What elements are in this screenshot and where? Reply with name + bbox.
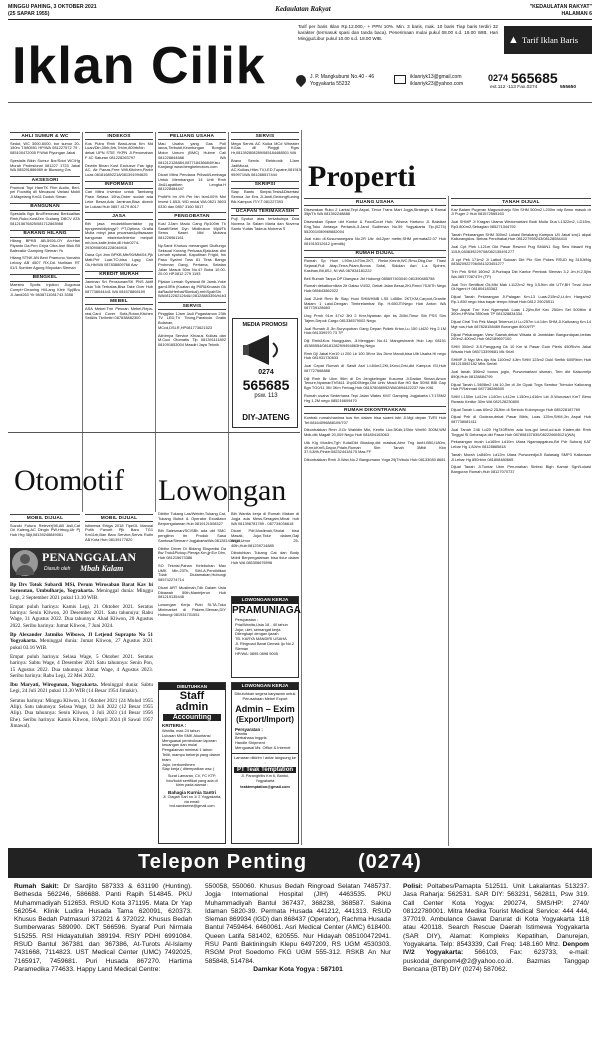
classified-ad: Utk Klg Muslim,Tgh Kota/Dkt Bioskop,dkt masisal,Almr Tng lant:LB50,l180m, 4Kmr,kKmS,Dapur,Pdaln,Rumah Slm Tanah 3Mbil Kbn 37.5Jt/th,Pinktr:082324418175 Mas FF [304, 439, 446, 455]
rumah-sakit-label: Rumah Sakit: [14, 883, 59, 890]
staff-title-3: Accounting [163, 714, 221, 721]
job-ad: Dicari ART Muslimah,Tdk Dalam Usia Dibawah 50th,Mantrijeron Hub 081215135448 [158, 584, 226, 600]
classified-ad: Jual Tanah 246 Ld20 Hg740Rb/m ada kos-gol kecil,ud.sub Klaten,dkt Rmh Tinggal SI Deberapa dkt Pasar Hub 087808157830/082226655121(WA) [451, 426, 591, 437]
export-head: LOWONGAN KERJA [232, 683, 298, 690]
location-pin-icon [294, 73, 308, 87]
section-heading: UCAPAN TERIMAKASIH [231, 208, 299, 216]
classified-ad: Puji Syukur atas terkabulnya Doa Novena 3x Salam Maria dan Novena Santo Yudas Tadeus Mohena S [231, 216, 299, 231]
classified-ad: SHM 300m2 Jl.S.Panggung Dk 10 Km st Pasar Gum Pleris 450Rb/m Jakal Wisata Hub 085713399681 Mk Srlzil [451, 344, 591, 354]
classified-ad: Jual Cpt Plek L121m Dkt Pasar Rewoni Pug SMAN1 Sug Sew Maazil Hrg 115Jt,083839229708/082135491277 [451, 244, 591, 254]
export-send: Lamaran dikirim / antar langsung ke : [232, 753, 298, 768]
section-heading: INDEKOS [85, 132, 153, 140]
requirement-item: Handle Shipment [235, 740, 265, 746]
section-heading: PELUANG USAHA [158, 132, 226, 140]
contact-row [294, 72, 592, 98]
telepon-column-c [403, 883, 589, 1045]
email-2[interactable]: iklanriyk23@yahoo.com [410, 81, 464, 87]
classified-ad: Pinggilan 1Jam Jadi Pugastamon 23th TV LED,TV Tbung,Parabola Gratis Bulanan, MCcd,DSLR,HP081773621523 [158, 310, 226, 330]
classified-ad: Tanah Murah Ls840m Ld12m Utara Purworedjo/Jl Balasaig SMP3 Kaliansan Jl.Lebar Hg 850rb/m 081808480665 [451, 451, 591, 462]
criteria-item: Teliti, mampu bekerja yang dalam team [162, 751, 220, 762]
section-heading: RUANG USAHA [304, 198, 446, 206]
classified-ad: Bth jasa endarkt/konrtaktor yg bpngreirsi/dipingyi? PT,Optima Grafia Mulia minyi jasa pncarsan&pilisasaan bangunan eksterior/interior melputi mh,kos,kalle,kntor,dll.Hub0274-2930908/081228046916 [85, 220, 153, 250]
staff-address: Jl. Ctagah Sari no 1/ 2 Yogyakarta, via email: brd.sandseest@gmail.com [162, 794, 222, 809]
denpom-label: Denpom IV/2 Yogyakarta: [403, 941, 589, 957]
price-tag-icon: ▲ [508, 34, 519, 46]
classified-ad: Dikontrakkan Rmh Jl.Wan,No.2 Bangumaon Yoga 29jTh/bulu Hub 08133083 8681 [304, 457, 446, 462]
section-heading: BANGUNAN [10, 203, 80, 211]
classified-ad: Cari Mitra Investor untuk Tambang Pasir Selasa 10ha,Order sudah ada Leke Besar,Ada Jaminan,Bisa diceck ke Lokasi Hub 0857 4179 8017 [85, 189, 153, 209]
obituary-paragraph [10, 582, 153, 601]
properti-title: Properti [308, 160, 416, 193]
penanggalan-banner [10, 548, 153, 578]
rumah-sakit-list: Dr Sardjito 587333 & 631190 (Hunting). Bethesda 562246, 586688. Panti Rapih 514845. PKU Muhammadiyah 512653. RSUD Kota 371195. Mata Dr Yap 562054. Klinik Ludira Husada Tama 620091, 620373. Khusus Bedah Patmasuri 372021 & 372022. Khusus Bedah Sumberwaras 589090. DKT 566596. Syaraf Puri Nirmala 515255. RSI Hidayatullah 389194. RSIY PDHI 6991084. RSUD Bantul 367381 dan 367386, At-Turots Al-Islamy 7431668, 7114823. UST Medical Center (UMC) 7492025, 7165917, 7459681. Puri Husada 867270. Hartima Paramedika 774633. Happy Land Medical Centre: [14, 883, 192, 973]
pramuniaga-title: PRAMUNIAGA [232, 605, 301, 616]
header-date-sub: (25 SAPAR 1955) [8, 11, 50, 17]
banner-tariff-text: Tarif per baris Iklan Rp.12.000,- + PPN 10%. Min. 3 baris, mak. 10 baris Tiap baris terdiri 32 karakter (termasuk spasi dan tanda baca). Penerimaan mulai pukul 08.00 s.d. 19.00 WIB. Hari Minggu/Libur pukul 10.00 s.d. 18.00 WIB. [298, 24, 498, 41]
staff-title-2: admin [175, 701, 209, 713]
tariff-badge-label: Tarif Iklan Baris [522, 35, 579, 45]
export-title-1: Admin – Exim [235, 703, 295, 714]
job-ad: SO Teknisi,Pahan Kelebuhan Max UMK Min.23Th, SIM-A,Pendidikan Tdak Diutamakan,Hubungi 085742274714 [158, 562, 226, 582]
classified-ad: Maestro Spolis Injction Jlogosua Compt+Cleaning Hi/Lang Kleir Spj/Bru Jl.Jand263 Yk 5638711081743 3358 [10, 282, 80, 297]
promo-megaphone-icon [243, 333, 289, 367]
classified-ad: Dicari Mitra Pendana Pribadi/Lembaga Untuk Membangun 14 Unit Rmh Jln&Lapatiken Lengka.H 081228484447 [158, 172, 226, 192]
job-ad: Bth Wanita kerja di Rumah Makan di Jogja ada Mess,Seragam,Minat hub WA 081398781789 - 087734036618 [231, 511, 299, 526]
classified-ad: Tnh Pek SHM 160m2 Jl.Purbaya Dkt Kantor Pembak Sleman 3,2 Jm,H.2,5jlm Wa.0857708747H (TP) [451, 269, 591, 279]
address-line-2: Yogyakarta 55232 [310, 81, 351, 87]
properti-column-a [304, 196, 446, 846]
telepon-column-a [14, 883, 192, 1045]
person-icon [20, 554, 30, 564]
export-requirements [232, 732, 298, 751]
penanggalan-title: PENANGGALAN [42, 550, 137, 564]
promo-ext: psw. 113 [254, 393, 278, 399]
requirement-item: Menguasai Ms. Office & Internet [235, 744, 291, 750]
classified-ad: Dijual Tanah Jl.Tuntar Ukm Perumahan Sintesi Bigh Kamar Sgrt/Lokasi Banguran Rumah,Hub 08127070737 [451, 464, 591, 474]
section-heading: BARANG HILANG [10, 230, 80, 238]
classified-ad: Profit% Im 4% Per bln Ism100% Mnl Invest 1.65JL WD mulai WA 0821 3603 0330 dan 0857 3160 5617 [158, 194, 226, 209]
otomotif-a-head: MOBIL DIJUAL [10, 514, 80, 522]
obituary-paragraph [10, 604, 153, 629]
media-promosi-box [232, 318, 298, 428]
column-1 [10, 130, 80, 512]
classified-ad: Spesialis Bgn Bru/Renovasi Berkualitas Rmh,Roko,KostZen Gudang DlllCV ATA 081215676825/081712863988 [10, 211, 80, 226]
job-ad: Lowongan Kerja Putri SLTA,Toko Minimarket di Pakem,Sleman,DIY Hubungi 081931701551 [158, 602, 226, 617]
classified-ad: Kos Putra Rmh BaruLama Km Md Luan/Din,35rb,5rb,7rb/m,800rb/bln dekat UPN STIE YKPN Jl.Perumahan F 4C Saturan 081228263797 [85, 140, 153, 160]
deceased-name: Bp Drs Totok Subardi MSi, Perum Wirosaban Barat Kav bi Sorosutan, Umbulharjo, Yogyakarta. [10, 582, 153, 595]
properti-column-b [451, 196, 591, 846]
requirement-item: Wanita [235, 730, 247, 736]
address-line-1: J. P. Mangkubumi No.40 - 46 [310, 74, 375, 80]
lowongan-column-b [231, 512, 299, 592]
criteria-item: Menguasai pembukuan laporan keuangan dan mulai [162, 737, 217, 748]
staff-label: DIBUTUHKAN [159, 683, 225, 690]
obituary-paragraph [10, 682, 153, 695]
job-ad: Dibutuhkan Tukang Cat dan Body Mobil Berpengalaman bisa tidur dalam Hub WA 085308676996 [231, 550, 299, 565]
classified-ad: Dijual Pek di Godean,dekat Pasar Bibis, Luas 125m,SHM,Jln Aspal Hub 087738081411 [451, 414, 591, 424]
classified-ad: Dijual Ctral Tnh Pek Masjd Tekenuri,Lt Lu:257m Ld:14m SHM,Jl.Kaliurang Km.14 Mgt nus,Hub 087828158489 Borongan 800Jt/TP [451, 319, 591, 329]
obituary-paragraph [10, 632, 153, 651]
classified-ad: Bravo Servis Elektronik 1Jam JadiMcuci, AC,Kulkas,Hiter,TV,LED,Tupatre,081915 959971WA 081288517444 [231, 157, 301, 177]
criteria-item: Pengalaman minimal 1 tahun [162, 747, 213, 753]
column-2 [85, 130, 153, 512]
classified-ad: Siap Bantu Skripsi,Tesis&Disertasi Semua Jur Ens Jl.Janti,GedongKuning Blk Kampus IT/Y,T.081227393 [231, 189, 299, 204]
staff-company: Bahagia Kurnia Santri [168, 789, 216, 795]
obituary-text: Meninggal dunia: Sabtu Legi, 24 Juli 2021 pukul 13.30 WIB (14 Besar 1954 Jimakir). [10, 682, 154, 695]
lowongan-column-a [158, 511, 241, 682]
classified-ad: Promosi Topi HamTK Film Audio, Beri-pel Foosttiq dll Mecasosi Variasi Mobil Jl.Magelang Km11 Duduk Siman [10, 184, 80, 199]
pramuniaga-head: LOWONGAN KERJA [232, 597, 298, 604]
classified-ad: Hilang BPKB AB-5926-OY An:Hari Riyanto Da:Prm Griya Citra Asri Blok B5 Balecatur Gamping Sleman Yk [10, 238, 80, 253]
iklan-cilik-banner [8, 22, 592, 128]
classified-ad: Jual ruko dl.Kusumanegara No.2R Ukr 4x12per meter,SHM permata22.07 Hub 081915312612 (pendik) [304, 236, 446, 246]
classified-ad: Dijual Tanah L.5608m2 Ltd.10,3m di Jln Cipak Tngs Sembur Trimulor Kaliurang Hub P.Rahmad 087738286500 [451, 381, 591, 392]
classified-ad: Sedot, WC 3000-6000, bor sumur 20-150m T.580591 HP/WA 081227572 79 - 085100472005 P.Widi Piyungan Jakal [10, 140, 80, 155]
obituary-text [10, 582, 153, 844]
classified-ad: Disewakan Ruko 2 Lantai,Tepi Aspal, Timur Trans Mart Jogja,Strategis & Ramai 35jt/Th WA 081392248888 [304, 206, 446, 217]
banner-title: Iklan Cilik [12, 37, 266, 95]
classified-ad: Dijl Rmh&Kos Nonggulan, Jl.Menggan No.41 Mangeshranb Hub Lap 08151 45389554/081812829/9494863Hrg Nego [304, 338, 446, 348]
classified-ad: SHMP Jl Nyp Mrs Ajs Ma 1100m2 4Jlm SHM 123m2 Dukl Serlkk 600Rb/m Hub 081215592182 Mbk Serlzil [451, 356, 591, 367]
criteria-item: Siap kerja ( ditempatkan wsc ) [162, 766, 215, 772]
phone-main: 565685 [511, 70, 558, 86]
telepon-penting-header [8, 848, 592, 878]
otomotif-ad: Istimewa Ertiga 2018 TipeGL Manual Putih Favorit Pjk Baru TG1 Km11rb,Ban Baru Service,Servis Rutin AB Kota Hub 08139177820 [85, 522, 153, 542]
media-promosi-title: MEDIA PROMOSI [242, 322, 288, 328]
penanggalan-sub: Diasuh oleh [44, 566, 71, 572]
classified-ad: Dewtin Binan Kost Exclusve Fas Igkp AC, Air Panas,Free Wifi,Kitchen,Parkir Luas 081816892218/081391994625 [85, 162, 153, 177]
pramuniaga-line: Jujur, ulet, semangat kerja [235, 626, 281, 632]
export-email[interactable]: teaktemptation@gmail.com [240, 784, 290, 789]
job-ad: Dicari Pdf,Muslimah,Sholat bisa Masak, Jujur,Tidur dalam,Gaji nego,Umur 25-40th,Hub:081239714885 [231, 528, 299, 548]
classified-ad: Rumah Sp Huni L90m,Lb70m,2KT, Rmke,Kmrdr,WC,Rmu,Dbg,Dur Tirasi Sejanal,Full Atap,Terra,Pdam,Bonus Sofal, Sidolan Asri L.a Sjohen, Kasihan,Bti,8SJ, NI WA 087834181222 [304, 258, 446, 273]
classified-ad: ASA Mebel:Trm Pesnan Mebel,Repa-rasi,Card Cover Sofa,Rotan,Kitchen Set&Ils Tkr/Imitri 087838882300 [85, 305, 153, 321]
classified-ad: Dijual Tanah Pekarangan Jl.Palagan Km.13 Luas:215m2,Lt.4m Harga/m2 Rp.1.850 nego bisa bayar tempo Minat Hub:0812 29025511 [451, 294, 591, 304]
classified-ad: Dana Cpt Jmn BPKB,Mtr/90/Mbl/04,Pjk Mati,Pnf Luar,TO,bisa Lgsg Cair Ok,Hb/WA 087838809766 Aav [85, 252, 153, 267]
column-3 [158, 130, 226, 512]
criteria-item: Lulusan Min SMK Akuntansi [162, 732, 211, 738]
classified-ad: Mau Usaha yang Gas Poll lanus,Terbukti,Keuntungan Bongkol Motor Umum (BMC) Hubne Call 081228844688 WA 081212128884,087718436684/Kisu Kanjangi www.bengkelmotors.com [158, 140, 226, 170]
classified-ad: Ling Prmh 91m 47x2 3Kt 2 Kmr,Nyaman dpn bs 2Mbl,Timur Stb PSS Slm Tajem,Depok Cargo 081338579002 Nego [304, 313, 446, 323]
obituary-text: Seratus harinya: Minggu Kliwon, 31 Oktober 2021 (24 Mulud 1955 Alip). Satu tahunnya: Selasa Wage, 12 Juli 2022 (12 Besar 1955 Alip). Dua tahunnya: Senin Kliwon, 3 Juli 2023 (14 Besar 1956 Ehe). Seribu harinya: Kamis Kliwon, 18April 2024 (8 Sawal 1957 Jimawal). [10, 697, 153, 729]
section-heading: RUMAH DIJUAL [304, 250, 446, 258]
header-section: "KEDAULATAN RAKYAT" [529, 4, 592, 10]
section-heading: JASA [85, 212, 153, 220]
damkar-line: Damkar Kota Yogya : 587101 [253, 965, 343, 973]
export-title-2: (Export/Import) [236, 714, 294, 724]
criteria-item: Wanita, max 24 tahun [162, 728, 200, 733]
obituary-text: Empat puluh harinya: Kamis Legi, 21 Oktober 2021. Seratus harinya: Senin Kliwon, 20 Desember 2021. Satu tahunnya: Rabu Wage, 31 Agustus 2022. Dua tahunnya: Ahad Kliwon, 20 Agustus 2022. Seribu harinya: Jumat Kliwon, 7 Juni 2024. [10, 603, 153, 629]
section-heading: RUMAH DIKONTRAKKAN [304, 406, 446, 414]
staff-admin-ad [158, 682, 226, 844]
promo-brand: DIY-JATENG [242, 413, 290, 422]
masthead-logo: Kedaulatan Rakyat [275, 5, 331, 13]
header-date: MINGGU PAHING, 3 OKTOBER 2021 [8, 4, 97, 10]
classified-ad: Rumah usaha Sederhana Tepi Jalan Wates KM7 Gamping Jogjakarta LT:178M2 Hrg 1.2M nego 085216609470 [304, 392, 446, 403]
otomotif-b-head: MOBIL DIJUAL [85, 514, 153, 522]
classified-ad: Dikontrakkan Rmh Jl.Dr Wahidin Mkt, Kentin Lko:3Kdir,1Shkr Wm90 300M,WM Mdk,dkt Magalt 20,009 Nego Hub 081804163063 [304, 427, 446, 437]
classified-ad: Hilang STNK AN Beni Pramono,Yomaho Lelooy AB 4507 RX,DA Nurlisan RT 01/1 Sumber Agung Moyudan Sleman [10, 255, 80, 270]
classified-ad: Disewakan Space ubt Kontor & FoodCourt Hub. Wisma Hartono Jl. Balaikar Eng,Toko Antasya Pertaruk,Jl.Jand Sudirman No.59 Yogyakarta Tlp.(0274) 552001/089969882004 [304, 219, 446, 234]
criteria-head: KRITERIA : [162, 723, 187, 728]
email-icon [394, 75, 406, 84]
classified-ad: Dijual Tanah Luas 60m2 25Jt/m di Sentolo Kulonprogo Hub 085228187769 [451, 406, 581, 412]
classified-ad: Jual SHMP Jl Kragan Utama Wedomartani Budi Mulia Dua L1322m2, LD15m, Rp3.800m2,Sebagian 085271344792 [451, 219, 591, 229]
page-header [8, 3, 592, 20]
polisi-list: Poltabes/Pamapta 512511. Unit Lakalantas 513237. Jasa Raharja: 562531. SAR DIY: 563231, 562811, Psw 319. Call Center Kota Yogya: 290274, SMS/HP: 2740/ 08122780001. Mitra Medika Tourist Medical Service: 444 444, 377019. Ambulance Gawat Darurat di Kota Yogyakarta 118 atau 420118. Search Rescue Daerah Istimewa Yogyakarta (SAR DIY), Alamat: Kompleks Kepatihan, Danurejan, Yogyakarta. Telp: 8543339, Call Freq: 148.160 Mhz. [403, 883, 589, 949]
classified-ad: Beli Rumah Tanpa DP Diangsur Jkt Hubungi 085697403040 081390485758 [304, 275, 435, 281]
classified-ad: Jual Cepat Rumah di Sawit Asri Lt:84m2,2Kt,1Kmd,Grsi,dkt Kampus ISI,Hub 087727668888 [304, 363, 446, 373]
tariff-badge [504, 26, 592, 54]
classified-ad: Spesialis Bikin Sumur Bor/Sdot WC/Hg Murah Profesional 081227 1723 Jakal WA 085291886989 dr Bluwong Grs [10, 157, 80, 173]
classified-ad: Dijl Rmh Br Ukm 96m di Dn Jengkelingan Kusuma Ji.Dadan Siman,Amon Tenure,NyamanThS611 1hp0D0Nego,Dkt Univ Mradi Bar HD Bar 50H8 BBI Gap Bgn TG0/11 3Kt 3Km Ferbag,Hub 081578088952/WA0894422237 Ntn K96 [304, 375, 446, 390]
criteria-list [159, 729, 225, 772]
telepon-title: Telepon Penting [138, 851, 308, 873]
classified-ad: Jual 2Unit Rmh Br Siap Huni SHM/HMB LS5 Ld58m 2KT,KM,Carport,Granite Malam 1 Lalui,Dengan Timbrelambar Bp. H.650JT/Nego Hub Anton WA 087739128683 [304, 295, 446, 311]
deceased-name: Ibu Maryati, Wirogunan, Yogyakarta. [10, 682, 99, 689]
pramuniaga-lines [232, 617, 298, 657]
staff-footer: Surat Lamaran, CV, FC KTP, foto/bukti sertifikat yang ada di kirim pada alamat : [166, 774, 218, 788]
promo-phone-code: 0274 [258, 369, 274, 376]
export-company: PT Teak Temptation [234, 767, 296, 773]
telepon-code: (0274) [358, 851, 422, 873]
classified-ad: Jual Tnh Sertifikat Ok,Mbl Mak L1122m2 Hrg 3,5Jt/m dkt UTY,BH Tmal Jntor Gt.Ngeni H 081804183363 [451, 281, 591, 292]
classified-ad: Kontrak rumah/nanima kos tim dalam bisa suami istri Jl.Mgl depan TVRI Hub Tel:08164096888109/707 [304, 414, 446, 425]
criteria-item: Jujur, berkomitmen [162, 761, 195, 767]
section-heading: PENGOBATAN [158, 212, 226, 220]
obituary-text: Empat puluh harinya: Selasa Wage, 5 Oktober 2021. Seratus harinya: Sabtu Wage, 4 Desember 2021 Satu tahunnya: Senin Pon, 15 Agustus 2022. Dua tahunnya: Jumat Wage, 4 Agustus 2023. Seribu harinya: Rabu Legi, 22 Mei 2022. [10, 653, 153, 679]
obituary-paragraph [10, 654, 153, 679]
pramuniaga-line: Dilengkapi dengan ijazah [235, 631, 279, 637]
section-heading: INFORMASI [85, 181, 153, 189]
email-1[interactable]: iklanriyk13@gmail.com [410, 74, 462, 80]
section-heading: AHLI SUMUR & WC [10, 132, 80, 140]
phone-fax: 555650 [560, 85, 577, 90]
section-heading: TANAH DIJUAL [451, 198, 591, 206]
classified-ad: Kav Batam Pugeran Maguwoharjo Slm SHM 500m2 L200m ndy Bmur masuk dr Jl Puger 2 Hub 081572565163 [451, 206, 591, 217]
section-heading: KREDIT MURAH [85, 271, 153, 279]
classified-ad: Mega Servis AC Kulka MCd Wheater KGas dll Pinggil Rgrs Hr,081392808289/085184488501 WA [231, 140, 299, 155]
export-req-head: Persyaratan : [235, 726, 263, 732]
staff-title-1: Staff [179, 690, 205, 702]
promo-phone: 565685 [242, 377, 290, 393]
telepon-column-b [205, 883, 391, 1045]
polisi-label: Polisi: [403, 883, 423, 890]
classified-ad: Rmh Djl Jakal Km10 Lt 200 Lb 100 3Kmr 1ks 2kmr Mandi,bisa Ulb Usaha Hi nego Hub 081931730633 [304, 350, 446, 361]
export-address: Jl. Parangtritis Km 6, Bantul, Yogyakarta [241, 774, 289, 783]
classified-ad: Tepi Aspal Tmr Kec Ngemplak Luas 1.2jl/m,Brt Kec 250/m Sel 500ft/m 8 300m,HP/Wa:7850mb TP 081328834334 [451, 306, 591, 317]
denpom-list: 566103, Fax: 623733, e-mail: puskodal_denpom4@2@yahoo.co.id. Bazmas Tanggap Bencana (BTB) DIY (0274) 587062. [403, 949, 589, 973]
classified-ad: Akhirnya Service Khusus Kulkas dan M.Cuci Otomatis Tlp 081391111892 081091653004 Masdiri Jaya Teknik [158, 332, 226, 347]
pramuniaga-line: Jl. Ringroad Barat Demak Ijo No.2 Sleman [235, 640, 295, 651]
classified-ad: Jaminan Srt Pensiunan/SK PNS Aktif Usia Tdk Terbatas,Bisa Take Over Hub 087738044441 WA 081578808159 [85, 279, 153, 294]
pramuniaga-line: Pria/Wanita,Usia 18 - 40 tahun [235, 621, 288, 627]
requirement-item: Berbahasa Inggris [235, 735, 267, 741]
pramuniaga-line: HP/WA: 0895 0898 9005 [235, 650, 278, 656]
obituary-text: Meninggal dunia: Jumat Kliwon, 27 Agustus 2021 pukul 03.16 WIB. [10, 638, 154, 651]
section-heading: SERVIS [231, 132, 299, 140]
pramuniaga-ad [231, 596, 299, 678]
otomotif-column-a [10, 512, 80, 540]
otomotif-ad: Suzuki Futura Relever(98,AB Asli,Cat Ori Kaleng,AC Dingin PW,Hrbug,Ulr Pj Hub Hrg 38jt,08139248849061 [10, 522, 80, 537]
deceased-name: Bp Alexander Jatmiko Wibowo, Jl Letjend Suprapto No 51 Yogyakarta. [10, 632, 153, 645]
classified-ad: SHM L150m Ld12m L14Om L412m L150m,L416m Lkt Jl.Wonosari Km7 Bimo Rwasto Kedtor 30m WA 082128230800 [451, 394, 591, 404]
section-heading: MEBEL [85, 297, 153, 305]
mbah-kalam-portrait [12, 550, 38, 576]
section-heading: SKRIPSI [231, 181, 299, 189]
hospital-list-cont: 550058, 550060. Khusus Bedah Ringroad Selatan 7485737. Jogja International Hospital (JIH) 4463535. PKU Muhammadiyah Bantul 367437, 368238, 368587. Sakina Idaman 5820-39. Permata Husada 441212, 441313. RSUD Sleman 869934 (IGD) dan 868437 (Operator), Rachma Husada Bantul 7459464. 6460061. Asri Medical Center (AMC) 618400. Queen Latifa 581402, 620555. Nur Hidayah 085100472941. RSU Panti Baktiningsih Klepu 6497209, RS UGM 4530303. RSGM Prof Soedomo FKG UGM 555-312. RSKB An Nur 585848, 514784. [205, 883, 391, 965]
penanggalan-host: Mbah Kalam [80, 564, 124, 573]
classified-ad: Dijual Pekarangan View Sawah,dekat Wisata di Jambidan Banguntapan,bebas 200m2-400m2,Hub 082189697100 [451, 331, 591, 342]
classified-ad: Kusl 2Jam Madu Cang Rp100rb Tk Sarafi/Setel Dyn Midibukon Mpil/Tk Semo Kaset Mbl Mutiara 081226961161 [158, 220, 226, 240]
job-ad: Dibthn Tukang Las/Welder,Tukang Cat, Tukang Bubut & Operator Excallator Berpengalaman Hub 0819121508327 [158, 511, 226, 526]
classified-ad: Jual Rumah Jl Jln.Suryoputran Gang Depan Potlek Krton,Lu 150 Lt420 Hrg 2.1M Hub:081339970 73 7P [304, 325, 446, 336]
classified-ad: Tanah Pekarangan SHM 300m2 Lokasi Belakang Kampus UII Jakal km(1 akpal Kaliurangklos. Bebas Pendhakal,Hub 081227959243/08128084410 [451, 231, 591, 242]
job-ad: Bth Salesman/SC/SBh ada ubt SMC pengilmn Itn Produk Sasa Santosa/Sleman+Jogjakarta/Wa.081281435110 [158, 528, 241, 543]
classified-ad: Jl cpt Pek 171m2 Jl Latbol Sukoan Dkt Pkr Slm Pokes RSUD bg 315Jt/Ng 083820922706/081323451277 [451, 256, 591, 267]
export-intro: Dibutuhkan segera karyawan untuk Perusahaan Mebel Export [234, 691, 296, 701]
export-admin-ad [231, 682, 299, 844]
otomotif-title: Otomotif [14, 464, 124, 497]
pramuniaga-line: Persyaratan : [235, 617, 259, 622]
lowongan-title: Lowongan [158, 474, 287, 507]
pramuniaga-line: TB. KARYA MANDIRI USAHA [235, 636, 287, 642]
classified-ad: Pijatan Lemah Syahwat Bt Jamb-Yoke gam10Rb (Kuatan dg P0R&Kroasin Gk daRacikHerbal/Skmkal),rmhSyahSin WA08122621264&I,08128883306/b1b3 [158, 279, 227, 299]
classified-ad: Rumah dekatkornikan 2lt Gatau VII/32, Dekat Jalan Besar,2Kt,Rmrd 75Jt/Th Nego Hub:085643862022 [304, 283, 446, 293]
phone-code: 0274 [488, 73, 509, 83]
classified-ad: Pekarangan mush Lu165m Ld10m Utara Ngamapgaturu,Brt Pdr Sotoraj KAT Lebar Hg 1,8Jt/m 08128885818 [451, 439, 591, 449]
classified-ad: Ny.Santi Khusus menangani Diuflungo Seksual Kurang Perkasa,Ejakulasi dini Lemah syahwat, Kaputihan Frigid, Ins Pasu Syahni Tuss 81 Tiras Bango Prohman Gang, Pertama, Selatan Jalan Masuk 50m No.47 Buka 10.00-20.00 HP.0812 279 1193 [158, 242, 226, 277]
otomotif-column-b [85, 512, 153, 544]
phone-ext: ext.112 -113 Fax.0274 [490, 85, 538, 90]
section-heading: AKSESORI [10, 176, 80, 184]
job-ad: Dibthn Driver Di Bidang Ekspedisi Da Bw Truk&Pickup,Pleraja Km,jjnTor Dlm, Hub 081215673386 [158, 545, 226, 560]
header-page-number: HALAMAN 6 [561, 11, 592, 17]
obituary-text: Meninggal dunia: Minggu Legi, 2 September 2021 pukul 13.10 WIB. [10, 588, 153, 601]
section-heading: SERVIS [158, 302, 226, 310]
section-heading: BENGKEL [10, 274, 80, 282]
obituary-paragraph [10, 698, 153, 729]
classified-ad: Jual tanah 356m2 bonus joglo, Purwomartani slsman, Tem dkt Kalsomrijo 890jt,Hub 08128884799 [451, 369, 591, 379]
